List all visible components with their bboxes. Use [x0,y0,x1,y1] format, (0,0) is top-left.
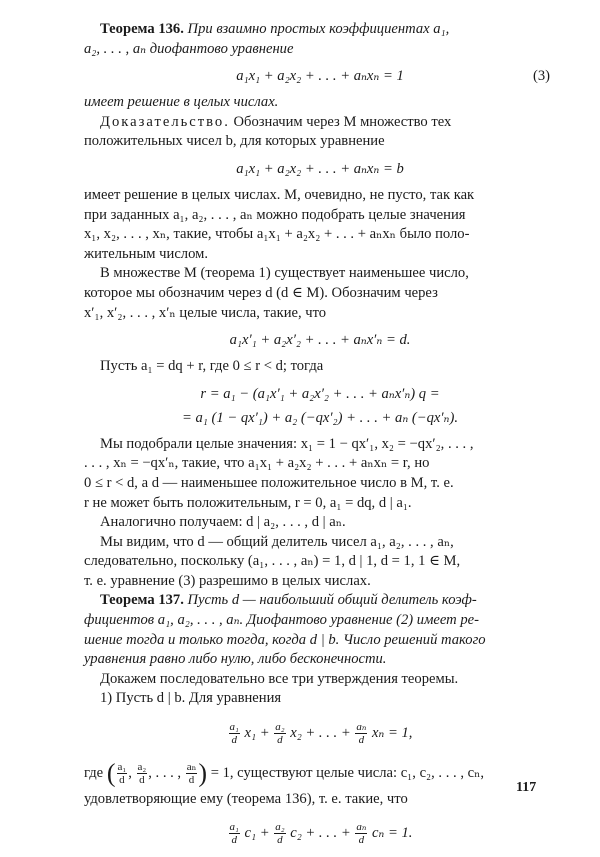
par3-line-3: 0 ≤ r < d, а d — наименьшее положительное число в M, т. е. [84,474,454,491]
gcd-frac-a2: $\frac{\text{a₂}}{d}$ [137,761,147,787]
theorem-137 [84,591,556,669]
par3-line-2: . . . , xₙ = −qx′ₙ, такие, что a₁x₁ + a₂x₂ + . . . + aₙxₙ = r, но [84,455,430,472]
proof-136-par2 [84,264,556,323]
proof-136-par4 [84,533,556,592]
gcd-line: где ( $\frac{\text{a₁}}{d}$ , $\frac{\text{a₂}}{d}$ , . . . , $\frac{\text{aₙ}}{d}$ ) = 1, существуют целые числа: c₁, c₂, . . . , cₙ, [84,758,485,788]
equation-b: a₁x₁ + a₂x₂ + . . . + aₙxₙ = b [236,160,404,177]
theorem-137-label: Теорема 137. [100,592,184,609]
page-number: 117 [516,780,537,795]
equation-r-2: = a₁ (1 − qx′₁) + a₂ (−qx′₂) + . . . + aₙ (−qx′ₙ). [182,409,458,426]
fraction-a1-d: $\frac{\text{a₁}}{d}$ [229,721,239,747]
proof-137-line-1: Докажем последовательно все три утверждения теоремы. [100,670,459,687]
fraction-a2-d: $\frac{\text{a₂}}{d}$ [275,721,285,747]
theorem-137-line-2: фициентов a₁, a₂, . . . , aₙ. Диофантово уравнение (2) имеет ре- [84,612,479,629]
fraction-an-d: $\frac{\text{aₙ}}{d}$ [356,721,367,747]
gcd-tail: = 1, существуют целые числа: c₁, c₂, . . . , cₙ, [210,765,485,782]
equation-3-number: (3) [532,68,550,85]
gcd-frac-a1: $\frac{\text{a₁}}{d}$ [117,761,127,787]
theorem-137-line-1: Пусть d — наибольший общий делитель коэф- [183,592,477,609]
par2-line-2: которое мы обозначим через d (d ∈ M). Обозначим через [84,284,438,301]
proof-137-line-2: 1) Пусть d | b. Для уравнения [100,690,282,707]
theorem-136-label: Теорема 136. [100,21,184,37]
par3-line-1: Мы подобрали целые значения: x₁ = 1 − qx′₁, x₂ = −qx′₂, . . . , [100,435,474,452]
proof-137-line-3: удовлетворяющие ему (теорема 136), т. е. такие, что [84,790,408,807]
theorem-136-statement-1: При взаимно простых коэффициентах a₁, [187,21,450,37]
par2-line-1: В множестве M (теорема 1) существует наименьшее число, [100,265,469,282]
par3-line-8: т. е. уравнение (3) разрешимо в целых числах. [84,572,371,589]
par3-line-4: r не может быть положительным, r = 0, a₁ = dq, d | a₁. [84,494,412,511]
where-word: где [84,765,104,782]
proof-line-4: при заданных a₁, a₂, . . . , aₙ можно подобрать целые значения [84,206,466,223]
theorem-136 [84,20,556,59]
proof-line-3: имеет решение в целых числах. M, очевидно, не пусто, так как [84,186,475,203]
par2-line-3: x′₁, x′₂, . . . , x′ₙ целые числа, такие, что [84,304,327,321]
theorem-136-statement-2: a₂, . . . , aₙ диофантово уравнение [84,40,294,57]
par2-line-4: Пусть a₁ = dq + r, где 0 ≤ r < d; тогда [100,358,324,375]
proof-line-5: x₁, x₂, . . . , xₙ, такие, чтобы a₁x₁ + a₂x₂ + . . . + aₙxₙ было поло- [84,226,470,243]
proof-136-par3 [84,435,556,513]
proof-heading: Доказательство. [100,113,230,130]
proof-line-6: жительным числом. [84,245,208,262]
par3-line-6: Мы видим, что d — общий делитель чисел a₁, a₂, . . . , aₙ, [100,533,454,550]
equation-3-body: a₁x₁ + a₂x₂ + . . . + aₙxₙ = 1 [236,68,404,85]
equation-3 [84,65,556,87]
equation-frac-1: $\frac{\text{a₁}}{d}$ x₁ + $\frac{\text{a₂}}{d}$ x₂ + . . . + $\frac{\text{aₙ}}{d}$ xₙ = 1, [229,721,413,747]
theorem-137-line-3: шение тогда и только тогда, когда d | b. Число решений такого [84,631,486,648]
proof-136-par1-cont [84,186,556,264]
equation-r-1: r = a₁ − (a₁x′₁ + a₂x′₂ + . . . + aₙx′ₙ) q = [200,385,440,402]
theorem-136-statement-3: имеет решение в целых числах. [84,94,279,111]
equation-frac-c: $\frac{\text{a₁}}{d}$ c₁ + $\frac{\text{a₂}}{d}$ c₂ + . . . + $\frac{\text{aₙ}}{d}$ cₙ = 1. [229,821,413,847]
proof-line-2: положительных чисел b, для которых уравнение [84,133,385,150]
proof-line-1: Обозначим через M множество тех [229,113,452,130]
equation-d: a₁x′₁ + a₂x′₂ + . . . + aₙx′ₙ = d. [229,332,411,349]
theorem-137-line-4: уравнения равно либо нулю, либо бесконечности. [84,651,387,668]
page-content [84,20,556,857]
par3-line-7: следовательно, поскольку (a₁, . . . , aₙ) = 1, d | 1, d = 1, 1 ∈ M, [84,553,461,570]
gcd-frac-an: $\frac{\text{aₙ}}{d}$ [186,761,197,787]
par3-line-5: Аналогично получаем: d | a₂, . . . , d | aₙ. [100,514,346,531]
proof-136-par1 [84,113,556,152]
